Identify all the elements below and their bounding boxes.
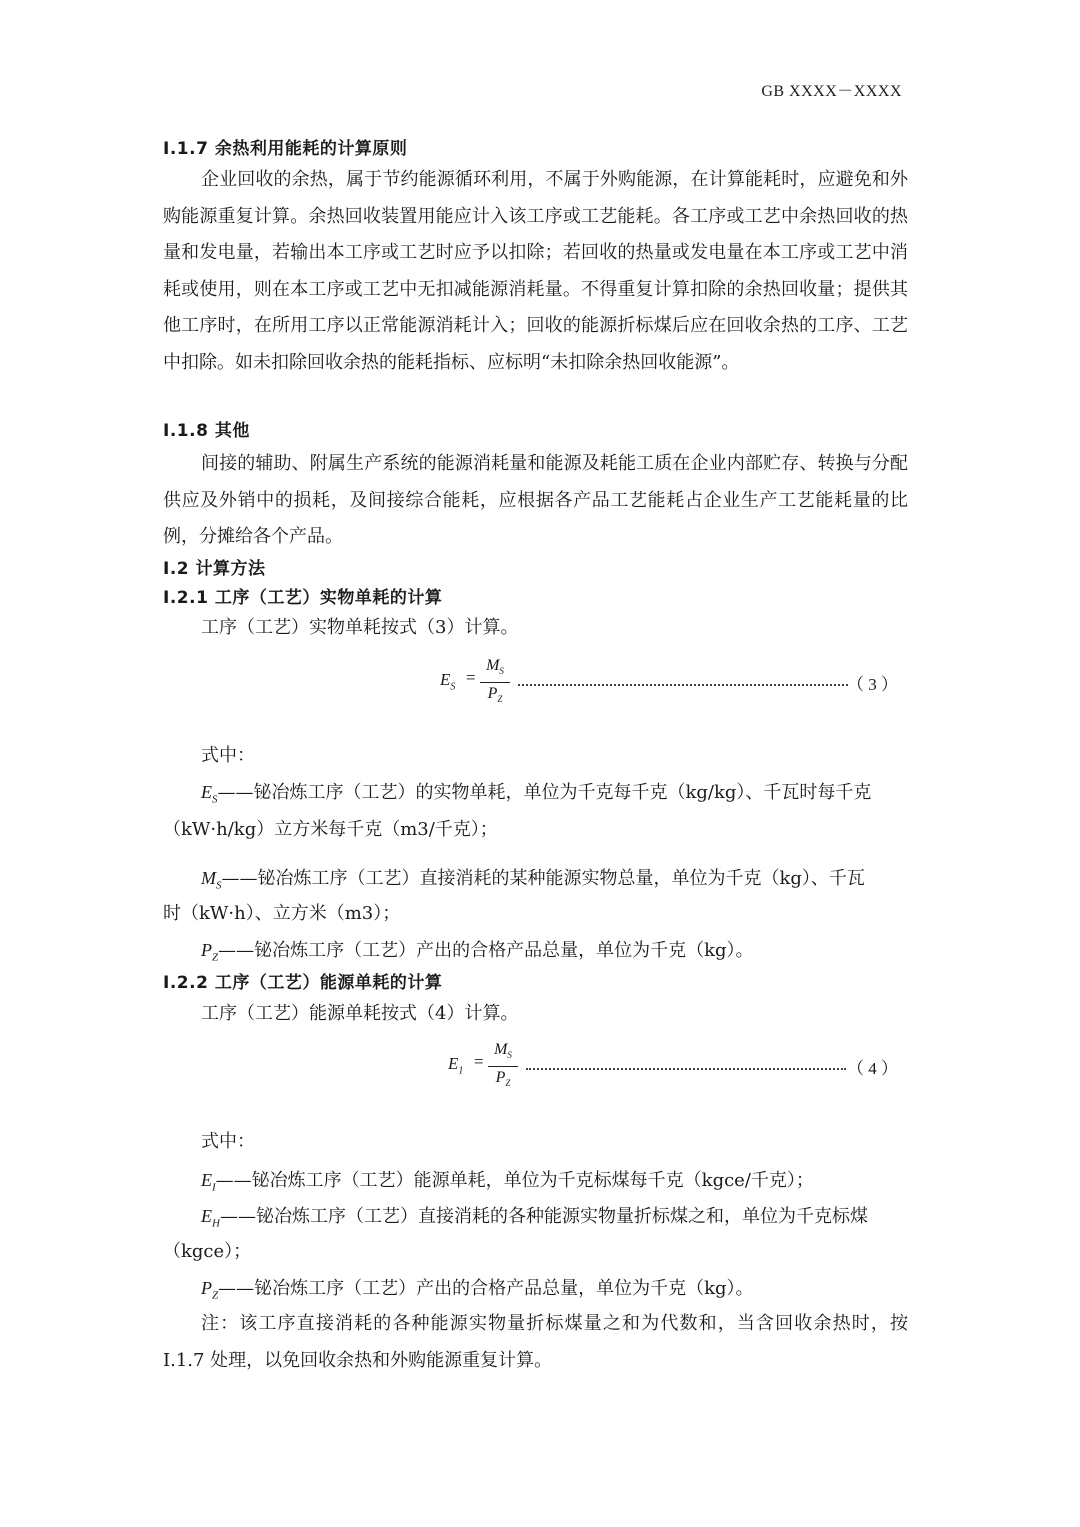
definition-ms: $M_S——$铋冶炼工序（工艺）直接消耗的某种能源实物总量，单位为千克（kg）、千瓦 — [201, 868, 865, 892]
where-label-3: 式中： — [201, 745, 255, 766]
section-heading-1-1-8: I.1.8 其他 — [163, 421, 250, 441]
section-heading-1-2-2: I.2.2 工序（工艺）能源单耗的计算 — [163, 973, 443, 993]
formula-4-number: （ 4 ） — [847, 1059, 898, 1078]
formula-3: $E_S$ = $M_S$ $P_Z$ （ 3 ） — [440, 656, 910, 706]
paragraph-other: 间接的辅助、附属生产系统的能源消耗量和能源及耗能工质在企业内部贮存、转换与分配供应及外销中的损耗，及间接综合能耗，应根据各产品工艺能耗占企业生产工艺能耗量的比例，分摊给各个产品。 — [163, 453, 908, 547]
formula-3-leader-dots — [518, 674, 848, 686]
section-heading-1-2: I.2 计算方法 — [163, 559, 266, 579]
formula-3-lhs: $E_S$ — [440, 670, 456, 693]
where-label-4: 式中： — [201, 1131, 255, 1152]
formula-4-leader-dots — [526, 1058, 846, 1070]
definition-es: $E_S——$铋冶炼工序（工艺）的实物单耗，单位为千克每千克（kg/kg）、千瓦时每千克 — [201, 782, 872, 806]
definition-ms-cont: 时（kW·h）、立方米（m3）； — [163, 903, 401, 924]
definition-pz: $P_Z——$铋冶炼工序（工艺）产出的合格产品总量，单位为千克（kg）。 — [201, 940, 754, 964]
formula-intro-4: 工序（工艺）能源单耗按式（4）计算。 — [201, 1003, 519, 1024]
document-header: GB XXXX－XXXX — [761, 83, 902, 100]
paragraph-waste-heat: 企业回收的余热，属于节约能源循环利用，不属于外购能源，在计算能耗时，应避免和外购能源重复计算。余热回收装置用能应计入该工序或工艺能耗。各工序或工艺中余热回收的热量和发电量，若输出本工序或工艺时应予以扣除；若回收的热量或发电量在本工序或工艺中消耗或使用，则在本工序或工艺中无扣减能源消耗量。不得重复计算扣除的余热回收量；提供其他工序时，在所用工序以正常能源消耗计入；回收的能源折标煤后应在回收余热的工序、工艺中扣除。如未扣除回收余热的能耗指标、应标明“未扣除余热回收能源”。 — [163, 169, 908, 373]
section-heading-1-1-7: I.1.7 余热利用能耗的计算原则 — [163, 139, 408, 159]
note-paragraph: 注：该工序直接消耗的各种能源实物量折标煤量之和为代数和，当含回收余热时，按I.1.7 处理，以免回收余热和外购能源重复计算。 — [163, 1313, 908, 1371]
section-heading-1-2-1: I.2.1 工序（工艺）实物单耗的计算 — [163, 588, 443, 608]
formula-4: $E_1$ = $M_S$ $P_Z$ （ 4 ） — [448, 1040, 918, 1090]
definition-eh: $E_H——$铋冶炼工序（工艺）直接消耗的各种能源实物量折标煤之和，单位为千克标煤 — [201, 1206, 868, 1230]
definition-es-cont: （kW·h/kg）立方米每千克（m3/千克）； — [163, 819, 498, 840]
formula-4-fraction: $M_S$ $P_Z$ — [488, 1040, 518, 1093]
formula-3-number: （ 3 ） — [847, 675, 898, 694]
formula-intro-3: 工序（工艺）实物单耗按式（3）计算。 — [201, 617, 519, 638]
definition-eh-cont: （kgce）； — [163, 1241, 252, 1262]
definition-pz-2: $P_Z——$铋冶炼工序（工艺）产出的合格产品总量，单位为千克（kg）。 — [201, 1278, 754, 1302]
definition-ei: $E_I——$铋冶炼工序（工艺）能源单耗，单位为千克标煤每千克（kgce/千克）； — [201, 1170, 814, 1194]
formula-3-fraction: $M_S$ $P_Z$ — [480, 656, 510, 709]
formula-4-lhs: $E_1$ — [448, 1054, 464, 1077]
